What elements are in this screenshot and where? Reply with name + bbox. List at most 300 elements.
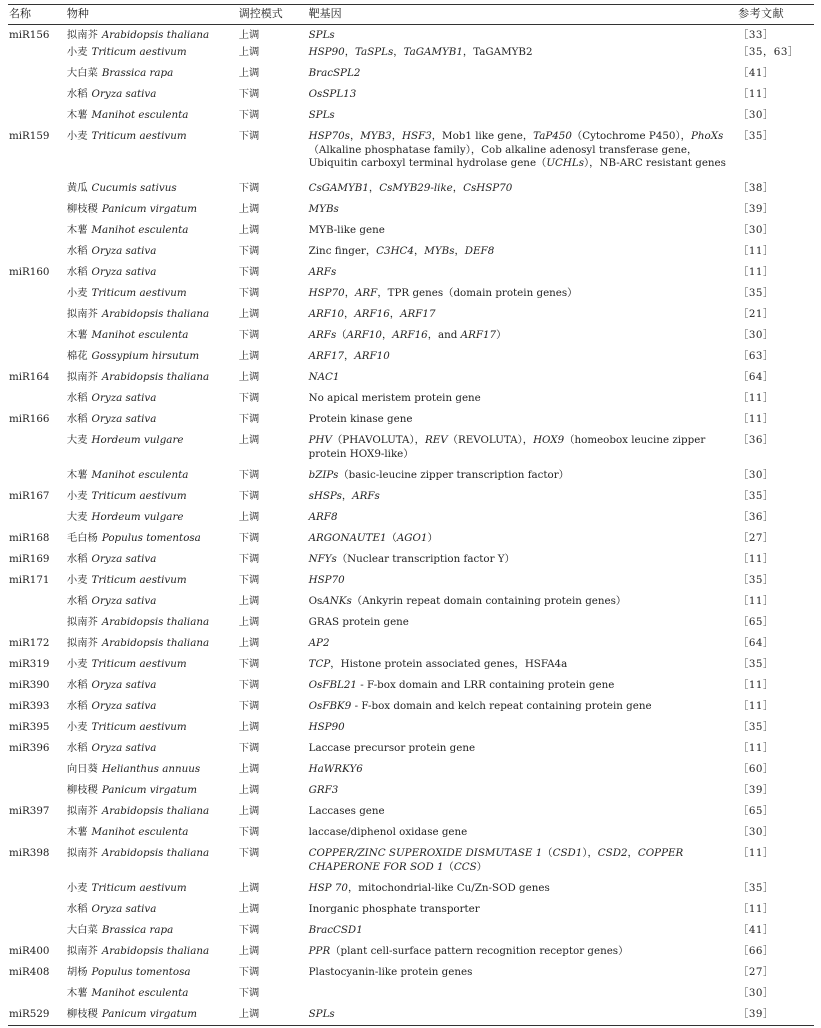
species-latin-name: Arabidopsis thaliana — [101, 371, 210, 383]
regulation-cell: 上调 — [238, 511, 260, 523]
species-chinese-name: 拟南芥 — [66, 371, 98, 383]
reference-cell: ［38］ — [738, 182, 774, 194]
table-row — [8, 822, 814, 843]
table-row — [8, 780, 814, 801]
species-chinese-name: 水稻 — [66, 553, 88, 565]
reference-cell: ［30］ — [738, 109, 774, 121]
species-latin-name: Triticum aestivum — [91, 287, 187, 299]
regulation-cell: 上调 — [238, 350, 260, 362]
species-chinese-name: 小麦 — [66, 490, 88, 502]
species-cell — [67, 924, 239, 941]
reference-cell: ［11］ — [738, 88, 774, 100]
species-chinese-name: 拟南芥 — [66, 945, 98, 957]
reference-cell: ［39］ — [738, 203, 774, 215]
species-chinese-name: 大白菜 — [66, 67, 98, 79]
species-chinese-name: 水稻 — [66, 245, 88, 257]
target-gene-cell: Laccase precursor protein gene — [308, 742, 476, 754]
mirna-name-cell — [8, 392, 67, 409]
species-cell — [67, 308, 239, 325]
species-latin-name: Oryza sativa — [91, 413, 157, 425]
mirna-name-cell — [8, 308, 67, 325]
species-chinese-name: 拟南芥 — [66, 847, 98, 859]
reference-cell: ［27］ — [738, 532, 774, 544]
reference-cell: ［35］ — [738, 882, 774, 894]
species-cell — [67, 130, 239, 178]
species-latin-name: Oryza sativa — [91, 742, 157, 754]
species-latin-name: Hordeum vulgare — [91, 511, 184, 523]
species-cell — [67, 903, 239, 920]
target-gene-cell: HSP90，TaSPLs，TaGAMYB1，TaGAMYB2 — [308, 46, 533, 58]
regulation-cell: 下调 — [238, 245, 260, 257]
reference-cell: ［63］ — [738, 350, 774, 362]
table-row — [8, 696, 814, 717]
reference-cell: ［11］ — [738, 903, 774, 915]
mirna-name-cell: miR171 — [9, 574, 50, 586]
reference-cell: ［65］ — [738, 805, 774, 817]
species-cell — [67, 46, 239, 63]
species-latin-name: Arabidopsis thaliana — [101, 945, 210, 957]
mirna-name-cell — [8, 350, 67, 367]
table-row — [8, 612, 814, 633]
target-gene-cell: PHV（PHAVOLUTA），REV（REVOLUTA），HOX9（homeobox leucine zipper protein HOX9-like） — [308, 434, 706, 460]
species-latin-name: Arabidopsis thaliana — [101, 308, 210, 320]
mirna-name-cell: miR169 — [9, 553, 50, 565]
mirna-name-cell — [8, 882, 67, 899]
target-gene-cell: NAC1 — [308, 371, 340, 383]
regulation-cell: 下调 — [238, 742, 260, 754]
target-gene-cell: MYB-like gene — [308, 224, 385, 236]
table-row — [8, 528, 814, 549]
species-chinese-name: 木薯 — [66, 826, 88, 838]
regulation-cell: 上调 — [238, 46, 260, 58]
regulation-cell: 上调 — [238, 882, 260, 894]
table-row — [8, 738, 814, 759]
target-gene-cell: TCP，Histone protein associated genes，HSFA4a — [308, 658, 568, 670]
species-cell — [67, 266, 239, 283]
regulation-cell: 上调 — [238, 1008, 260, 1020]
reference-cell: ［35］ — [738, 490, 774, 502]
species-cell — [67, 245, 239, 262]
table-row — [8, 570, 814, 591]
species-chinese-name: 水稻 — [66, 595, 88, 607]
table-row — [8, 199, 814, 220]
species-chinese-name: 小麦 — [66, 130, 88, 142]
table-row — [8, 325, 814, 346]
regulation-cell: 上调 — [238, 784, 260, 796]
target-gene-cell: AP2 — [308, 637, 330, 649]
table-row — [8, 920, 814, 941]
mirna-name-cell: miR160 — [9, 266, 50, 278]
species-latin-name: Triticum aestivum — [91, 721, 187, 733]
target-gene-cell: MYBs — [308, 203, 339, 215]
mirna-name-cell: miR396 — [9, 742, 50, 754]
mirna-name-cell: miR390 — [9, 679, 50, 691]
species-latin-name: Manihot esculenta — [91, 224, 189, 236]
target-gene-cell: PPR（plant cell-surface pattern recognition receptor genes） — [308, 945, 629, 957]
target-gene-cell: No apical meristem protein gene — [308, 392, 481, 404]
mirna-name-cell — [8, 224, 67, 241]
target-gene-cell: ARFs — [308, 266, 337, 278]
target-gene-cell: HaWRKY6 — [308, 763, 363, 775]
target-gene-cell: ARF17，ARF10 — [308, 350, 390, 362]
reference-cell: ［41］ — [738, 67, 774, 79]
table-row — [8, 241, 814, 262]
header-regulation: 调控模式 — [238, 7, 283, 20]
species-latin-name: Triticum aestivum — [91, 490, 187, 502]
species-latin-name: Oryza sativa — [91, 88, 157, 100]
reference-cell: ［30］ — [738, 987, 774, 999]
species-cell — [67, 742, 239, 759]
target-gene-cell: CsGAMYB1，CsMYB29-like，CsHSP70 — [308, 182, 513, 194]
species-latin-name: Panicum virgatum — [101, 203, 198, 215]
species-latin-name: Manihot esculenta — [91, 826, 189, 838]
species-cell — [67, 945, 239, 962]
regulation-cell: 上调 — [238, 945, 260, 957]
regulation-cell: 上调 — [238, 434, 260, 446]
species-chinese-name: 拟南芥 — [66, 616, 98, 628]
reference-cell: ［65］ — [738, 616, 774, 628]
regulation-cell: 下调 — [238, 987, 260, 999]
table-row — [8, 304, 814, 325]
target-gene-cell: SPLs — [308, 1008, 335, 1020]
species-latin-name: Triticum aestivum — [91, 46, 187, 58]
mirna-name-cell — [8, 245, 67, 262]
table-row — [8, 759, 814, 780]
species-chinese-name: 拟南芥 — [66, 308, 98, 320]
target-gene-cell: Inorganic phosphate transporter — [308, 903, 480, 915]
mirna-name-cell — [8, 469, 67, 486]
table-row — [8, 63, 814, 84]
regulation-cell: 下调 — [238, 532, 260, 544]
mirna-name-cell — [8, 987, 67, 1004]
species-chinese-name: 大麦 — [66, 511, 88, 523]
regulation-cell: 下调 — [238, 826, 260, 838]
species-cell — [67, 658, 239, 675]
species-cell — [67, 784, 239, 801]
table-row — [8, 675, 814, 696]
mirna-name-cell — [8, 287, 67, 304]
species-chinese-name: 水稻 — [66, 392, 88, 404]
species-latin-name: Panicum virgatum — [101, 784, 198, 796]
species-chinese-name: 小麦 — [66, 882, 88, 894]
reference-cell: ［30］ — [738, 329, 774, 341]
target-gene-cell: HSP 70，mitochondrial-like Cu/Zn-SOD genes — [308, 882, 550, 894]
table-row — [8, 409, 814, 430]
regulation-cell: 上调 — [238, 763, 260, 775]
species-latin-name: Panicum virgatum — [101, 1008, 198, 1020]
species-latin-name: Arabidopsis thaliana — [101, 637, 210, 649]
target-gene-cell: Plastocyanin-like protein genes — [308, 966, 473, 978]
reference-cell: ［11］ — [738, 742, 774, 754]
species-chinese-name: 胡杨 — [66, 966, 88, 978]
target-gene-cell: GRAS protein gene — [308, 616, 409, 628]
target-gene-cell: Laccases gene — [308, 805, 385, 817]
species-cell — [67, 29, 239, 42]
mirna-name-cell — [8, 511, 67, 528]
table-row — [8, 633, 814, 654]
mirna-name-cell: miR166 — [9, 413, 50, 425]
target-gene-cell: COPPER/ZINC SUPEROXIDE DISMUTASE 1（CSD1），CSD2，COPPER CHAPERONE FOR SOD 1（CCS） — [308, 847, 684, 873]
regulation-cell: 下调 — [238, 847, 260, 859]
species-chinese-name: 棉花 — [66, 350, 88, 362]
regulation-cell: 上调 — [238, 637, 260, 649]
mirna-name-cell — [8, 88, 67, 105]
target-gene-cell: ARF10，ARF16，ARF17 — [308, 308, 436, 320]
mirna-name-cell: miR168 — [9, 532, 50, 544]
reference-cell: ［30］ — [738, 469, 774, 481]
species-cell — [67, 182, 239, 199]
species-chinese-name: 小麦 — [66, 721, 88, 733]
mirna-name-cell — [8, 595, 67, 612]
species-latin-name: Populus tomentosa — [101, 532, 201, 544]
species-chinese-name: 水稻 — [66, 88, 88, 100]
species-cell — [67, 700, 239, 717]
table-row — [8, 346, 814, 367]
target-gene-cell: Protein kinase gene — [308, 413, 413, 425]
table-row — [8, 486, 814, 507]
reference-cell: ［39］ — [738, 1008, 774, 1020]
table-row — [8, 84, 814, 105]
reference-cell: ［64］ — [738, 371, 774, 383]
species-cell — [67, 532, 239, 549]
species-cell — [67, 826, 239, 843]
table-row — [8, 262, 814, 283]
species-latin-name: Arabidopsis thaliana — [101, 29, 210, 41]
species-chinese-name: 水稻 — [66, 700, 88, 712]
target-gene-cell: HSP70s，MYB3，HSF3，Mob1 like gene，TaP450（Cytochrome P450），PhoXs（Alkaline phosphatase family），Cob alkaline adenosyl transferase gene，Ubiquitin carboxyl terminal hydrolase gene（UCHLs），NB-ARC resistant genes — [308, 130, 726, 170]
regulation-cell: 上调 — [238, 224, 260, 236]
reference-cell: ［11］ — [738, 266, 774, 278]
species-chinese-name: 柳枝稷 — [66, 1008, 98, 1020]
species-chinese-name: 小麦 — [66, 46, 88, 58]
species-latin-name: Brassica rapa — [101, 924, 174, 936]
species-chinese-name: 水稻 — [66, 679, 88, 691]
species-chinese-name: 毛白杨 — [66, 532, 98, 544]
target-gene-cell: bZIPs（basic-leucine zipper transcription factor） — [308, 469, 569, 481]
regulation-cell: 下调 — [238, 88, 260, 100]
reference-cell: ［33］ — [738, 29, 774, 41]
species-latin-name: Oryza sativa — [91, 245, 157, 257]
table-body — [8, 25, 814, 1025]
mirna-name-cell: miR172 — [9, 637, 50, 649]
table-row — [8, 507, 814, 528]
species-cell — [67, 413, 239, 430]
species-chinese-name: 黄瓜 — [66, 182, 88, 194]
target-gene-cell: ARF8 — [308, 511, 338, 523]
mirna-name-cell: miR319 — [9, 658, 50, 670]
reference-cell: ［66］ — [738, 945, 774, 957]
species-chinese-name: 大麦 — [66, 434, 88, 446]
table-row — [8, 899, 814, 920]
table-row — [8, 962, 814, 983]
mirna-name-cell: miR159 — [9, 130, 50, 142]
reference-cell: ［41］ — [738, 924, 774, 936]
mirna-name-cell: miR164 — [9, 371, 50, 383]
reference-cell: ［64］ — [738, 637, 774, 649]
mirna-name-cell: miR167 — [9, 490, 50, 502]
reference-cell: ［11］ — [738, 847, 774, 859]
reference-cell: ［11］ — [738, 392, 774, 404]
species-latin-name: Triticum aestivum — [91, 658, 187, 670]
target-gene-cell: laccase/diphenol oxidase gene — [308, 826, 468, 838]
species-cell — [67, 595, 239, 612]
regulation-cell: 上调 — [238, 721, 260, 733]
header-name: 名称 — [9, 7, 31, 20]
table-row — [8, 717, 814, 738]
species-cell — [67, 490, 239, 507]
species-latin-name: Gossypium hirsutum — [91, 350, 200, 362]
species-latin-name: Arabidopsis thaliana — [101, 847, 210, 859]
mirna-name-cell: miR395 — [9, 721, 50, 733]
species-cell — [67, 109, 239, 126]
species-cell — [67, 616, 239, 633]
species-chinese-name: 小麦 — [66, 658, 88, 670]
reference-cell: ［35］ — [738, 287, 774, 299]
reference-cell: ［11］ — [738, 553, 774, 565]
table-row — [8, 801, 814, 822]
table-row — [8, 465, 814, 486]
mirna-name-cell: miR397 — [9, 805, 50, 817]
regulation-cell: 上调 — [238, 308, 260, 320]
regulation-cell: 上调 — [238, 67, 260, 79]
species-chinese-name: 柳枝稷 — [66, 784, 98, 796]
regulation-cell: 上调 — [238, 616, 260, 628]
reference-cell: ［30］ — [738, 826, 774, 838]
species-latin-name: Manihot esculenta — [91, 109, 189, 121]
reference-cell: ［30］ — [738, 224, 774, 236]
target-gene-cell: HSP70，ARF，TPR genes（domain protein genes） — [308, 287, 578, 299]
species-cell — [67, 721, 239, 738]
reference-cell: ［36］ — [738, 511, 774, 523]
regulation-cell: 下调 — [238, 130, 260, 142]
species-latin-name: Oryza sativa — [91, 700, 157, 712]
regulation-cell: 下调 — [238, 287, 260, 299]
species-chinese-name: 水稻 — [66, 266, 88, 278]
mirna-name-cell: miR529 — [9, 1008, 50, 1020]
mirna-name-cell — [8, 46, 67, 63]
species-latin-name: Oryza sativa — [91, 903, 157, 915]
target-gene-cell: SPLs — [308, 109, 335, 121]
target-gene-cell: NFYs（Nuclear transcription factor Y） — [308, 553, 515, 565]
species-cell — [67, 392, 239, 409]
table-row — [8, 941, 814, 962]
target-gene-cell: BracCSD1 — [308, 924, 363, 936]
table-row — [8, 220, 814, 241]
species-latin-name: Cucumis sativus — [91, 182, 177, 194]
mirna-name-cell — [8, 903, 67, 920]
target-gene-cell: SPLs — [308, 29, 335, 41]
reference-cell: ［39］ — [738, 784, 774, 796]
target-gene-cell: OsANKs（Ankyrin repeat domain containing protein genes） — [308, 595, 627, 607]
header-reference: 参考文献 — [738, 7, 785, 20]
mirna-name-cell: miR400 — [9, 945, 50, 957]
reference-cell: ［60］ — [738, 763, 774, 775]
species-latin-name: Helianthus annuus — [101, 763, 201, 775]
species-chinese-name: 拟南芥 — [66, 637, 98, 649]
regulation-cell: 下调 — [238, 392, 260, 404]
mirna-name-cell — [8, 67, 67, 84]
species-cell — [67, 224, 239, 241]
mirna-name-cell: miR156 — [9, 29, 50, 41]
mirna-name-cell — [8, 182, 67, 199]
species-chinese-name: 小麦 — [66, 574, 88, 586]
mirna-name-cell — [8, 203, 67, 220]
species-chinese-name: 木薯 — [66, 469, 88, 481]
species-latin-name: Manihot esculenta — [91, 469, 189, 481]
species-latin-name: Oryza sativa — [91, 392, 157, 404]
target-gene-cell: HSP90 — [308, 721, 345, 733]
species-chinese-name: 柳枝稷 — [66, 203, 98, 215]
species-cell — [67, 637, 239, 654]
mirna-name-cell — [8, 616, 67, 633]
target-gene-cell: OsFBL21 - F-box domain and LRR containing protein gene — [308, 679, 615, 691]
regulation-cell: 下调 — [238, 266, 260, 278]
table-row — [8, 42, 814, 63]
target-gene-cell: HSP70 — [308, 574, 345, 586]
table-header-row — [8, 5, 814, 24]
table-row — [8, 283, 814, 304]
species-cell — [67, 987, 239, 1004]
reference-cell: ［36］ — [738, 434, 774, 446]
table-bottom-rule — [8, 1025, 814, 1026]
species-latin-name: Triticum aestivum — [91, 574, 187, 586]
target-gene-cell: ARGONAUTE1（AGO1） — [308, 532, 438, 544]
regulation-cell: 下调 — [238, 329, 260, 341]
species-latin-name: Triticum aestivum — [91, 130, 187, 142]
species-cell — [67, 679, 239, 696]
regulation-cell: 下调 — [238, 658, 260, 670]
regulation-cell: 下调 — [238, 182, 260, 194]
mirna-name-cell — [8, 329, 67, 346]
table-row — [8, 1004, 814, 1025]
regulation-cell: 上调 — [238, 203, 260, 215]
mirna-name-cell — [8, 763, 67, 780]
mirna-name-cell: miR393 — [9, 700, 50, 712]
mirna-name-cell — [8, 434, 67, 465]
regulation-cell: 下调 — [238, 469, 260, 481]
species-latin-name: Oryza sativa — [91, 266, 157, 278]
table-row — [8, 430, 814, 465]
species-latin-name: Hordeum vulgare — [91, 434, 184, 446]
target-gene-cell: OsSPL13 — [308, 88, 357, 100]
species-latin-name: Manihot esculenta — [91, 987, 189, 999]
regulation-cell: 上调 — [238, 29, 260, 41]
regulation-cell: 下调 — [238, 966, 260, 978]
regulation-cell: 下调 — [238, 413, 260, 425]
table-row — [8, 843, 814, 878]
table-row — [8, 878, 814, 899]
species-latin-name: Arabidopsis thaliana — [101, 616, 210, 628]
species-cell — [67, 203, 239, 220]
regulation-cell: 下调 — [238, 553, 260, 565]
table-row — [8, 591, 814, 612]
target-gene-cell: BracSPL2 — [308, 67, 361, 79]
species-chinese-name: 水稻 — [66, 413, 88, 425]
reference-cell: ［35］ — [738, 574, 774, 586]
target-gene-cell: sHSPs，ARFs — [308, 490, 380, 502]
species-cell — [67, 434, 239, 465]
table-row — [8, 549, 814, 570]
mirna-name-cell — [8, 826, 67, 843]
species-cell — [67, 329, 239, 346]
target-gene-cell: Zinc finger，C3HC4，MYBs，DEF8 — [308, 245, 495, 257]
reference-cell: ［11］ — [738, 245, 774, 257]
species-latin-name: Oryza sativa — [91, 553, 157, 565]
regulation-cell: 下调 — [238, 490, 260, 502]
reference-cell: ［27］ — [738, 966, 774, 978]
species-latin-name: Arabidopsis thaliana — [101, 805, 210, 817]
table-row — [8, 367, 814, 388]
